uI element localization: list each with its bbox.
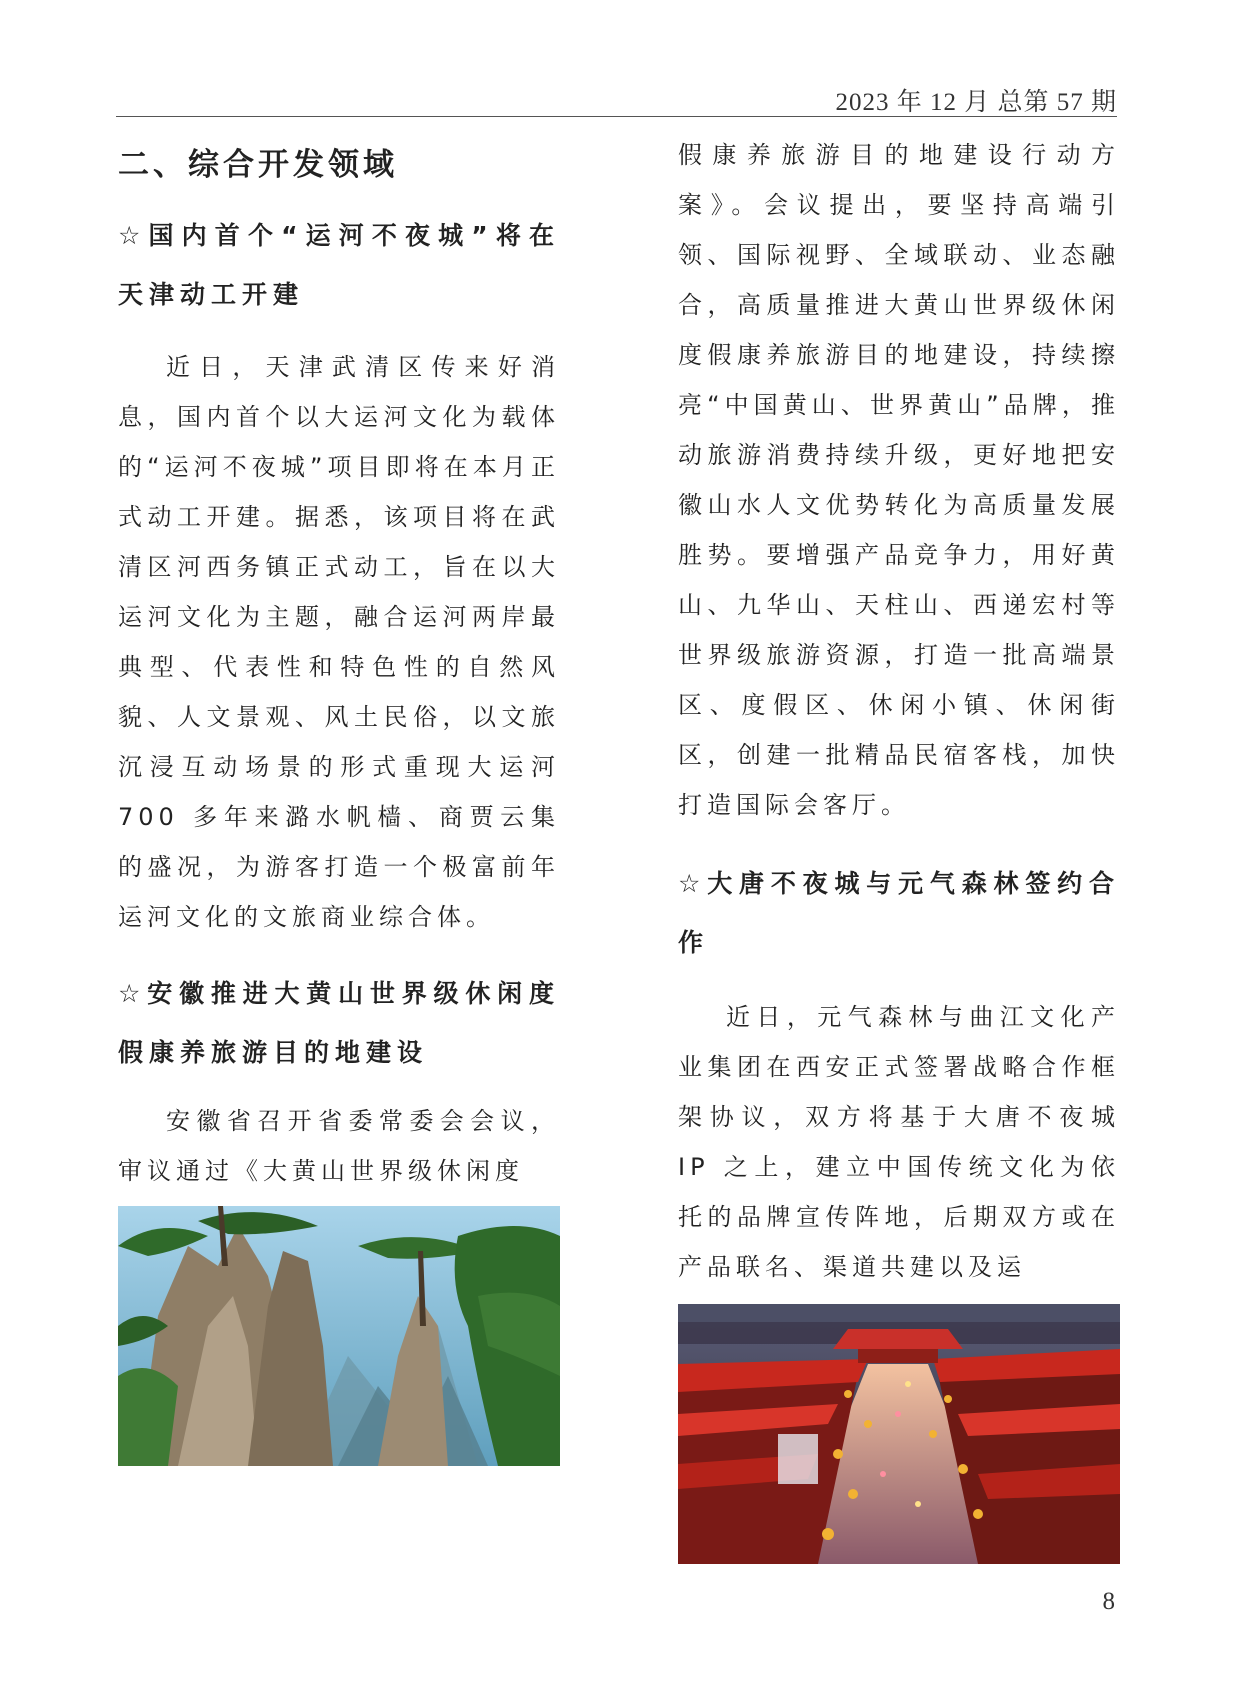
article-headline-tianjin: ☆国内首个“运河不夜城”将在天津动工开建	[118, 221, 560, 309]
article-headline-anhui: ☆安徽推进大黄山世界级休闲度假康养旅游目的地建设	[118, 979, 560, 1067]
issue-header: 2023 年 12 月 总第 57 期	[835, 89, 1117, 116]
article-body-anhui-continued: 假康养旅游目的地建设行动方案》。会议提出，要坚持高端引领、国际视野、全域联动、业态融合，高质量推进大黄山世界级休闲度假康养旅游目的地建设，持续擦亮“中国黄山、世界黄山”品牌，推动旅游消费持续升级，更好地把安徽山水人文优势转化为高质量发展胜势。要增强产品竞争力，用好黄山、九华山、天柱山、西递宏村等世界级旅游资源，打造一批高端景区、度假区、休闲小镇、休闲街区，创建一批精品民宿客栈，加快打造国际会客厅。	[678, 141, 1120, 819]
right-column	[678, 130, 1120, 1564]
article-headline-datang: ☆大唐不夜城与元气森林签约合作	[678, 869, 1120, 957]
left-column	[118, 130, 560, 1466]
header-divider	[116, 116, 1117, 117]
huangshan-mountain-photo	[118, 1206, 560, 1466]
datang-night-city-photo	[678, 1304, 1120, 1564]
page-number: 8	[1102, 1588, 1115, 1615]
article-body-tianjin: 近日，天津武清区传来好消息，国内首个以大运河文化为载体的“运河不夜城”项目即将在本月正式动工开建。据悉，该项目将在武清区河西务镇正式动工，旨在以大运河文化为主题，融合运河两岸最典型、代表性和特色性的自然风貌、人文景观、风土民俗，以文旅沉浸互动场景的形式重现大运河 700 多年来潞水帆樯、商贾云集的盛况，为游客打造一个极富前年运河文化的文旅商业综合体。	[118, 353, 560, 931]
section-title: 二、综合开发领域	[118, 147, 398, 183]
article-body-anhui: 安徽省召开省委常委会会议，审议通过《大黄山世界级休闲度	[118, 1107, 560, 1185]
article-body-datang: 近日，元气森林与曲江文化产业集团在西安正式签署战略合作框架协议，双方将基于大唐不夜城 IP 之上，建立中国传统文化为依托的品牌宣传阵地，后期双方或在产品联名、渠道共建以及运	[678, 1003, 1120, 1281]
